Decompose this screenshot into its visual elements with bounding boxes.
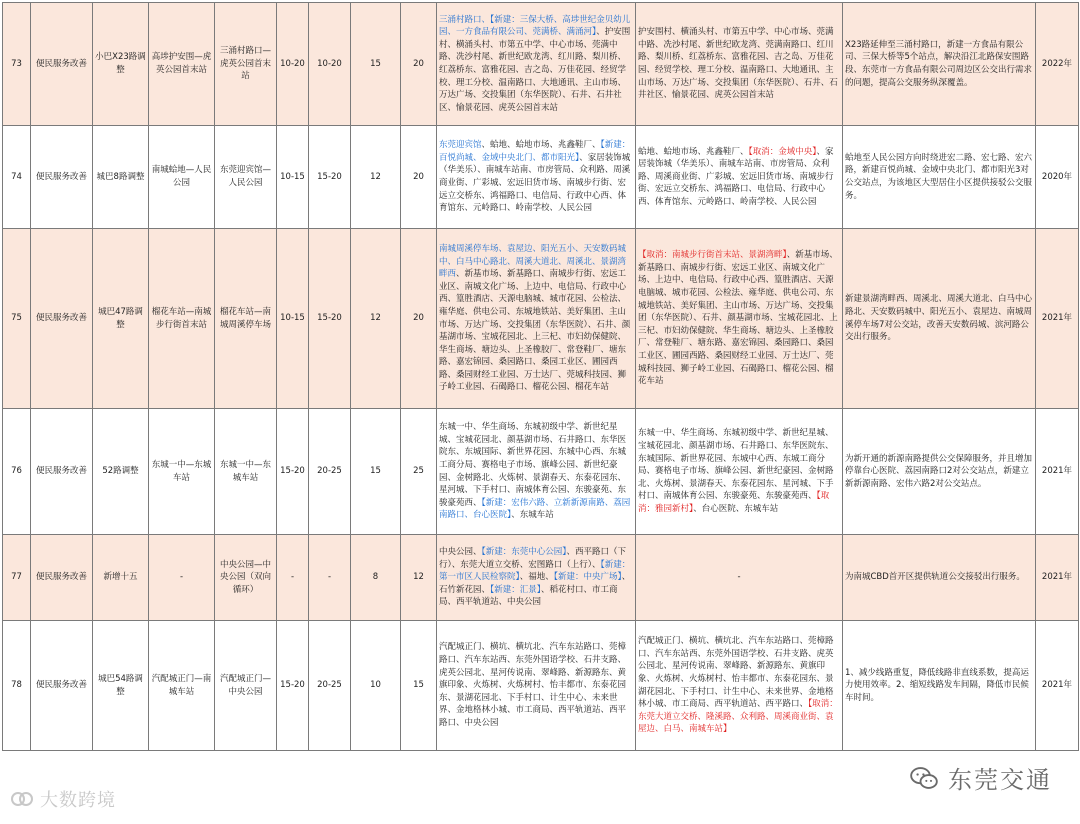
row-route-name: 52路调整	[93, 409, 149, 535]
row-length-after: 15	[401, 621, 437, 751]
row-year: 2021年	[1036, 409, 1079, 535]
row-note: X23路延伸至三涌村路口，新建一方食品有限公司、三保大桥等5个站点，解决沿江北路保安围路段、东莞市一方食品有限公司周边区公交出行需求的问题，提高公交服务纵深覆盖。	[843, 3, 1036, 126]
stops-text: 、新基市场、新基路口、南城步行街、宏远工业区、南城文化广场、上边中、电信局、行政中心西、篁胜酒店、天源电脑城、城市花园、公检法、雍华庭、供电公司、东城地铁站、美好集团、主山市场、万达广场、交投集团（东华医院）、石井、颜基湖市场、宝城花园北、上三杞、市妇幼保健院、华生商场、塘边头、上圣橡胶厂、常登鞋厂、塘东路、嘉宏锦园、桑园路口、桑园工业区、圃园西路、桑园财经工业园、万士达厂、莞城科技园、狮子岭工业园、石碣路口、榴花公园、榴花车站	[439, 269, 631, 393]
stops-text: 、家居装饰城（华美乐）、南城车站南、市房管局、众利路、周溪商业街、广彩城、宏远旧货市场、南城步行街、宏远立交桥东、鸿福路口、电信局、行政中心西、体育馆东、元岭路口、岭南学校、人民公园	[439, 152, 631, 214]
row-peak-after: 20-25	[309, 621, 351, 751]
row-peak-before: -	[277, 535, 309, 621]
row-peak-before: 10-15	[277, 126, 309, 229]
row-peak-after: 10-20	[309, 3, 351, 126]
row-note: 新建景湖湾畔西、周溪北、周溪大道北、白马中心路北、天安数码城中、阳光五小、袁屋边、南城周溪停车场7对公交站，改善天安数码城、滨河路公交出行服务。	[843, 229, 1036, 409]
row-new-route	[437, 621, 636, 751]
row-new-route	[437, 409, 636, 535]
row-old-route	[636, 621, 843, 751]
stops-text: 、护安围村、横涌头村、市第五中学、中心市场、莞满中路、冼沙村尾、新世纪欧龙湾、红川路、梨川桥、红荔桥东、富雅花园、吉之岛、万佳花园、经贸学校、理工分校、温南路口、大地通讯、主山市场、万达广场、交投集团（东华医院）、石井、石井社区、愉景花园、虎英公园首末站	[439, 27, 631, 113]
row-category: 便民服务改善	[31, 126, 93, 229]
row-terminal-after: 榴花车站—南城周溪停车场	[215, 229, 277, 409]
row-terminal-after: 中央公园—中央公园（双向循环）	[215, 535, 277, 621]
row-length-after: 12	[401, 535, 437, 621]
row-terminal-before: 高埗护安围—虎英公园首末站	[149, 3, 215, 126]
row-new-route	[437, 3, 636, 126]
row-category: 便民服务改善	[31, 621, 93, 751]
new-stops-text: 【新建：第一市区人民检察院】	[439, 559, 631, 583]
new-stops-text: 【新建：百悦尚城、金域中央北门、都市阳光】	[439, 140, 631, 163]
row-length-after: 25	[401, 409, 437, 535]
row-year: 2020年	[1036, 126, 1079, 229]
row-category: 便民服务改善	[31, 229, 93, 409]
row-terminal-after: 三涌村路口—虎英公园首末站	[215, 3, 277, 126]
row-new-route	[437, 229, 636, 409]
stops-text: 东城一中、华生商场、东城初级中学、新世纪星城、宝城花园北、颜基湖市场、石井路口、东华医院东、东城国际、新世界花园、东城中心西、东城工商分局、赛格电子市场、旗峰公园、新世纪豪园、金树路北、火炼树、景湖春天、东泰花园东、星河城、下手村口、南城体育公园、东骏豪苑、东骏豪苑西、	[638, 428, 834, 502]
row-year: 2021年	[1036, 535, 1079, 621]
row-old-route	[636, 535, 843, 621]
brand-logo-icon	[10, 787, 34, 811]
row-terminal-after: 东城一中—东城车站	[215, 409, 277, 535]
row-terminal-before: -	[149, 535, 215, 621]
table-row	[3, 3, 1079, 126]
row-note: 为新开通的新源南路提供公交保障服务，并且增加停靠台心医院、荔园南路口2对公交站点，新建立新新源南路、宏伟六路2对公交站点。	[843, 409, 1036, 535]
stops-text: 汽配城正门、横坑、横坑北、汽车东站路口、莞樟路口、汽车东站西、东莞外国语学校、石井支路、虎英公园北、星河传说南、翠峰路、新源路东、黄旗印象、火炼树、火炼树村、怡丰都市、东泰花园东、景湖花园北、下手村口、计生中心、未来世界、金地格林小城、市工商局、西平轨道站、西平路口、中央公园	[439, 642, 627, 728]
wechat-icon	[910, 764, 938, 792]
stops-text: 汽配城正门、横坑、横坑北、汽车东站路口、莞樟路口、汽车东站西、东莞外国语学校、石井支路、虎英公园北、星河传说南、翠峰路、新源路东、黄旗印象、火炼树、火炼树村、怡丰都市、东泰花园东、景湖花园北、下手村口、计生中心、未来世界、金地格林小城、市工商局、西平轨道站、西平路口、	[638, 636, 834, 710]
row-length-after: 20	[401, 126, 437, 229]
new-stops-text: 东莞迎宾馆	[439, 140, 482, 151]
row-peak-after: 20-25	[309, 409, 351, 535]
stops-text: 、东城车站	[511, 510, 554, 521]
row-peak-before: 10-20	[277, 3, 309, 126]
table-row	[3, 126, 1079, 229]
row-length-before: 12	[351, 229, 401, 409]
watermark-right-text: 东莞交通	[948, 766, 1052, 794]
stops-text: 、石竹新花园、	[439, 572, 631, 595]
row-note: 1、减少线路重复，降低线路非直线系数，提高运力使用效率。2、缩短线路发车间隔，降低市民候车时间。	[843, 621, 1036, 751]
row-route-name: 城巴54路调整	[93, 621, 149, 751]
new-stops-text: 南城周溪停车场、袁屋边、阳光五小、天安数码城中、白马中心路北、周溪大道北、周溪北、景湖湾畔西	[439, 243, 627, 280]
row-route-name: 小巴X23路调整	[93, 3, 149, 126]
watermark-left-text: 大数跨境	[40, 790, 116, 811]
row-terminal-after: 汽配城正门—中央公园	[215, 621, 277, 751]
row-length-after: 20	[401, 229, 437, 409]
row-peak-before: 15-20	[277, 621, 309, 751]
row-terminal-before: 东城一中—东城车站	[149, 409, 215, 535]
new-stops-text: 三涌村路口、【新建：三保大桥、高埗世纪金贝幼儿园、一方食品有限公司、莞满桥、满涌河】	[439, 14, 631, 38]
watermark-left	[10, 786, 116, 812]
row-number: 76	[3, 409, 31, 535]
table-row	[3, 535, 1079, 621]
row-year: 2021年	[1036, 229, 1079, 409]
new-stops-text: 【新建：东莞中心公园】	[481, 547, 567, 558]
stops-text: 、稻花村口、市工商局、西平轨道站、中央公园	[439, 584, 618, 608]
removed-stops-text: 【取消：金域中央】	[748, 146, 817, 157]
row-length-before: 8	[351, 535, 401, 621]
stops-text: 东城一中、华生商场、东城初级中学、新世纪星城、宝城花园北、颜基湖市场、石井路口、东华医院东、东城国际、新世界花园、东城中心西、东城工商分局、赛格电子市场、旗峰公园、新世纪豪园、金树路北、火炼树、景湖春天、东泰花园东、星河城、下手村口、南城体育公园、东骏豪苑、东骏豪苑西、	[439, 422, 627, 508]
row-terminal-after: 东莞迎宾馆—人民公园	[215, 126, 277, 229]
removed-stops-text: 【取消：雅园新村】	[638, 491, 830, 514]
row-peak-before: 15-20	[277, 409, 309, 535]
row-number: 75	[3, 229, 31, 409]
row-terminal-before: 汽配城正门—南城车站	[149, 621, 215, 751]
row-number: 77	[3, 535, 31, 621]
row-length-after: 20	[401, 3, 437, 126]
watermark-right	[910, 760, 1052, 795]
stops-text: 蛤地、蛤地市场、兆鑫鞋厂、	[638, 146, 749, 157]
row-category: 便民服务改善	[31, 3, 93, 126]
stops-text: 、家居装饰城（华美乐）、南城车站南、市房管局、众利路、周溪商业街、广彩城、宏远旧货市场、南城步行街、宏远立交桥东、鸿福路口、电信局、行政中心西、体育馆东、元岭路口、岭南学校、人民公园	[638, 146, 834, 207]
row-length-before: 15	[351, 409, 401, 535]
row-peak-after: 15-20	[309, 126, 351, 229]
row-terminal-before: 南城蛤地—人民公园	[149, 126, 215, 229]
new-stops-text: 【新建：中央广场】	[553, 572, 622, 583]
stops-text: 、福地、	[519, 572, 554, 583]
stops-text: 、台心医院、东城车站	[693, 503, 779, 514]
row-peak-before: 10-15	[277, 229, 309, 409]
row-note: 为南城CBD首开区提供轨道公交接驳出行服务。	[843, 535, 1036, 621]
row-route-name: 城巴8路调整	[93, 126, 149, 229]
table-row	[3, 229, 1079, 409]
row-length-before: 10	[351, 621, 401, 751]
row-terminal-before: 榴花车站—南城步行街首末站	[149, 229, 215, 409]
table-row	[3, 621, 1079, 751]
stops-text: 护安围村、横涌头村、市第五中学、中心市场、莞满中路、冼沙村尾、新世纪欧龙湾、莞满南路口、红川路、梨川桥、红荔桥东、富雅花园、吉之岛、万佳花园、经贸学校、理工分校、温南路口、大地通讯、主山市场、万达广场、交投集团（东华医院）、石井、石井社区、愉景花园、虎英公园首末站	[638, 27, 838, 101]
new-stops-text: 【新建：汇景】	[490, 584, 542, 595]
row-number: 73	[3, 3, 31, 126]
row-old-route	[636, 229, 843, 409]
row-note: 蛤地至人民公园方向时绕进宏二路、宏七路、宏六路，新建百悦尚城、金域中央北门、都市阳光3对公交站点，为该地区大型居住小区提供接驳公交服务。	[843, 126, 1036, 229]
row-route-name: 城巴47路调整	[93, 229, 149, 409]
row-peak-after: 15-20	[309, 229, 351, 409]
row-route-name: 新增十五	[93, 535, 149, 621]
row-new-route	[437, 535, 636, 621]
row-category: 便民服务改善	[31, 409, 93, 535]
table-row	[3, 409, 1079, 535]
bus-route-table	[2, 2, 1079, 751]
removed-stops-text: 【取消：东莞大道立交桥、隆溪路、众利路、周溪商业街、袁屋边、白马、南城车站】	[638, 699, 838, 735]
stops-text: 、西平路口（下行）、东莞大道立交桥、宏图路口（上行）、	[439, 547, 627, 570]
row-old-route	[636, 3, 843, 126]
row-length-before: 12	[351, 126, 401, 229]
stops-text: 、新基市场、新基路口、南城步行街、宏远工业区、南城文化广场、上边中、电信局、行政中心西、篁胜酒店、天源电脑城、城市花园、公检法、雍华庭、供电公司、东城地铁站、美好集团、主山市场、万达广场、交投集团（东华医院）、石井、颜基湖市场、宝城花园北、上三杞、市妇幼保健院、华生商场、塘边头、上圣橡胶厂、常登鞋厂、塘东路、嘉宏锦园、桑园路口、桑园工业区、圃园西路、桑园财经工业园、万士达厂、莞城科技园、狮子岭工业园、石碣路口、榴花公园、榴花车站	[638, 250, 838, 387]
removed-stops-text: 【取消：南城步行街首末站、景湖湾畔】	[638, 250, 787, 261]
row-new-route	[437, 126, 636, 229]
stops-text: -	[737, 572, 741, 583]
row-year: 2022年	[1036, 3, 1079, 126]
row-category: 便民服务改善	[31, 535, 93, 621]
row-number: 78	[3, 621, 31, 751]
stops-text: 中央公园、	[439, 547, 482, 558]
row-old-route	[636, 126, 843, 229]
row-peak-after: -	[309, 535, 351, 621]
row-length-before: 15	[351, 3, 401, 126]
row-old-route	[636, 409, 843, 535]
row-year: 2021年	[1036, 621, 1079, 751]
stops-text: 、蛤地、蛤地市场、兆鑫鞋厂、	[481, 140, 601, 151]
new-stops-text: 【新建：宏伟六路、立新新源南路、荔园南路口、台心医院】	[439, 497, 631, 521]
row-number: 74	[3, 126, 31, 229]
